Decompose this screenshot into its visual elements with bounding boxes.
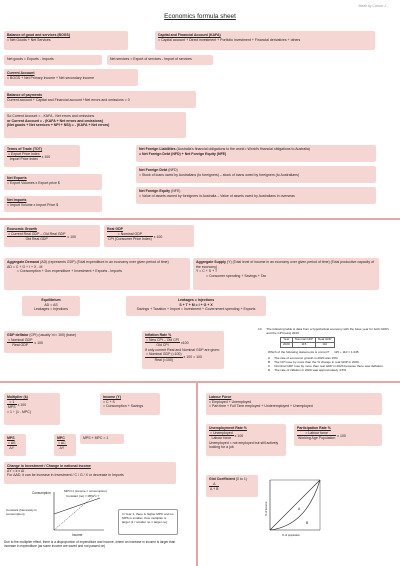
- question-table-header: Year: [281, 338, 293, 343]
- net-goods-box: [4, 55, 102, 65]
- question-answer-note: 115 ÷ 110 = 1.045: [334, 349, 359, 354]
- mpc-box: [54, 434, 76, 456]
- gdp-deflator-denominator: Real GDP: [12, 343, 29, 348]
- multiplier-alt: = 1 ÷ (1 - MPC): [7, 409, 31, 414]
- nfd-box: [136, 166, 376, 183]
- aggregate-demand-expanded: = Consumption + Gov expenditure + Investment + Exports - Imports: [17, 269, 123, 274]
- gdp-deflator-fraction: [7, 338, 33, 348]
- real-gdp-heading: Real GDP: [107, 227, 123, 231]
- mps-numerator: = ΔS: [8, 440, 16, 445]
- tot-denominator: Import Price Index: [9, 157, 39, 162]
- constant-label: Constant (Necessity in consumption): [6, 508, 37, 517]
- mps-box: [4, 434, 26, 456]
- question-table-cell: 2020: [281, 342, 293, 347]
- so-line-3: (Net goods + Net services + NPI + NSI) = - (KAFA + Net errors): [7, 123, 110, 128]
- participation-rate-heading: Participation Rate %: [297, 426, 331, 430]
- question-ask: [258, 350, 394, 354]
- gdp-deflator-times: x 100: [34, 340, 43, 345]
- nfd-abbr: (NFD): [168, 168, 178, 172]
- so-box: [4, 112, 186, 138]
- aggregate-supply-desc: (Y) (Total level of income in an economy over given period of time) (Total productive capacity of the economy): [196, 260, 375, 269]
- constant-line-label: Constant (no) = MPC x Y: [66, 494, 100, 498]
- net-imports-formula: = Import Volume x Import Price $: [7, 202, 59, 207]
- so-line-2: or Current Account = - (KAFA + Net errors and omissions): [7, 118, 104, 123]
- inflation-denominator-2: Real (=100): [154, 357, 173, 362]
- mps-heading: MPS: [7, 436, 15, 440]
- participation-rate-fraction: [297, 431, 336, 441]
- nfe-abbr: (NFE): [171, 189, 181, 193]
- unemployment-rate-numerator: = Unemployed: [210, 430, 233, 435]
- equilibrium-line-1: AD = AS: [44, 302, 58, 307]
- question-table-cell: 115: [292, 342, 315, 347]
- nfe-formula: = Value of assets owned by foreigners in Australia – Value of assets owed by Australians in overseas: [139, 193, 295, 198]
- multiplier-numerator: = 1: [7, 400, 17, 406]
- multiplier-footnote: Due to the multiplier effect, there is a disproportion of expenditure and income, where an increase in income is larger than increase in expenditure (as some income are saved and not passed on): [4, 540, 176, 549]
- participation-rate-times: x 100: [337, 433, 346, 438]
- unemployment-rate-heading: Unemployment Rate %: [209, 426, 247, 430]
- tot-box: [4, 145, 80, 167]
- so-line-1: So Current Account = - KAFA - Net errors and omissions: [7, 114, 95, 118]
- participation-rate-numerator: = Labour force: [297, 431, 336, 437]
- income-heading: Income (Y): [103, 395, 121, 399]
- credit-text: Made by Carson J: [358, 4, 386, 8]
- unemployment-rate-times: x 100: [234, 433, 244, 438]
- nfl-desc: (Australia's financial obligations to the world • World's financial obligations to Australia): [176, 147, 310, 151]
- change-investment-box: [4, 462, 176, 484]
- bop-box: [4, 91, 196, 108]
- multiplier-note-box: [118, 509, 178, 535]
- question-table-header: Nominal GDP: [292, 338, 315, 343]
- equilibrium-box: [22, 296, 80, 316]
- question-table: [280, 337, 335, 348]
- nfl-formula: = Net Foreign Debt (NFD) + Net Foreign Equity (NFE): [139, 151, 227, 156]
- consumption-line: [54, 498, 100, 514]
- leakages-formula: S + T + M = I + G + X: [179, 302, 213, 307]
- real-gdp-fraction: [107, 232, 153, 242]
- inflation-heading: Inflation Rate %: [145, 333, 172, 337]
- inflation-times-2: x 100 = 100: [183, 355, 202, 360]
- participation-rate-denominator: Working Age Population: [298, 436, 336, 441]
- change-investment-note: For ΔAD, it can be increase in Investment / C / G / X or decrease in Imports: [7, 473, 124, 478]
- inflation-note: If only current Real and Nominal GDP are given:: [145, 347, 220, 352]
- multiplier-denominator: MPS: [8, 405, 16, 410]
- net-services-formula: Net services = Export of services - Import of services: [110, 57, 192, 61]
- labour-force-expanded: = Part time + Full Time employed + Underemployed + Unemployed: [209, 404, 313, 409]
- gini-numerator: A: [209, 482, 219, 488]
- inflation-fraction: [145, 338, 180, 348]
- inflation-times: x100: [180, 340, 189, 345]
- leakages-expanded: Savings + Taxation + Import = Investment + Government spending + Exports: [136, 307, 256, 312]
- lorenz-x-label: % of population: [282, 534, 300, 537]
- gdp-deflator-heading: GDP deflator: [7, 333, 29, 337]
- lorenz-y-label: % of income: [265, 501, 268, 516]
- leakages-heading: Leakages = Injections: [177, 298, 215, 302]
- inflation-denominator: Old CPI: [156, 343, 169, 348]
- multiplier-box: [4, 393, 60, 425]
- option-text: The rate of economic growth in 2020 was 15%: [274, 355, 338, 360]
- mpc-denominator: ΔY: [59, 446, 65, 451]
- nfd-formula: = Stock of loans owed by Australians (to foreigners) – stock of loans owed by foreigners (to Australians): [139, 172, 300, 177]
- net-goods-formula: Net goods = Exports - Imports: [7, 57, 54, 61]
- economic-growth-heading: Economic Growth: [7, 227, 37, 231]
- income-formula: = C + S: [103, 399, 115, 404]
- practice-question: [258, 327, 394, 372]
- mps-mpc-sum-box: [80, 434, 124, 444]
- option-text: Nominal GDP rose by more than real GDP in 2020 because there was deflation.: [274, 363, 384, 368]
- consumption-axis-label: Consumption: [32, 491, 51, 495]
- gini-denominator: A + B: [210, 487, 219, 492]
- inflation-numerator-2: = Nominal GDP (=100): [146, 352, 182, 357]
- column-divider: [196, 381, 198, 566]
- equality-line: [270, 480, 320, 530]
- gini-fraction: [209, 482, 219, 492]
- gini-heading: Gini Coefficient: [209, 477, 235, 481]
- nfl-box: [136, 145, 376, 162]
- option-text: The rate of inflation in 2020 was approximately 4.5%: [274, 367, 347, 372]
- current-account-box: [4, 69, 138, 86]
- section-divider-1: [0, 218, 400, 220]
- equilibrium-line-2: Leakages = Injections: [34, 307, 68, 312]
- option-key: B: [268, 359, 271, 364]
- option-key: C: [268, 363, 271, 368]
- current-account-formula: = BOGS + Net Primary Income + Net secondary Income: [7, 75, 95, 80]
- inflation-numerator: = New CPI – Old CPI: [146, 337, 179, 342]
- economic-growth-numerator: = Current Real GDP – Old Real GDP: [8, 231, 66, 236]
- lorenz-area-b: B: [306, 521, 309, 525]
- aggregate-demand-box: [4, 258, 190, 290]
- real-gdp-denominator: CPI (Consumer Price Index): [108, 237, 152, 242]
- mpc-numerator: = ΔC: [58, 440, 66, 445]
- economic-growth-times: x 100: [67, 234, 76, 239]
- multiplier-fraction: [7, 400, 17, 410]
- aggregate-supply-expanded: = Consumer spending + Savings + Tax: [206, 273, 267, 278]
- nfl-heading: Net Foreign Liabilities: [139, 147, 176, 151]
- income-axis-label: Income: [72, 533, 83, 537]
- economic-growth-box: [4, 225, 100, 247]
- tot-fraction: [7, 152, 41, 162]
- question-table-cell: 110: [316, 342, 335, 347]
- aggregate-demand-desc: (AD) (represents GDP) (Total expenditure in an economy over given period of time): [40, 260, 169, 264]
- bogs-box: [4, 31, 128, 50]
- mpc-heading: MPC: [57, 436, 65, 440]
- labour-force-heading: Labour Force: [209, 395, 232, 399]
- unemployment-rate-note: Unemployed = not employed but still actively looking for a job: [209, 440, 279, 450]
- lorenz-area-a: A: [298, 507, 301, 511]
- aggregate-supply-formula: Y = C + S + T: [196, 269, 218, 274]
- unemployment-rate-denominator: Labour force: [211, 436, 232, 441]
- bop-formula: Current account + Capital and Financial account +Net errors and omissions = 0: [7, 97, 130, 102]
- option-text: The CPI rose by more than the % change in real GDP in 2020.: [274, 359, 360, 364]
- question-number: 10.: [258, 327, 263, 331]
- net-imports-heading: Net Imports: [7, 198, 27, 202]
- kafa-formula: = Capital account + Direct investment + Portfolio investment + Financial derivatives + others: [158, 37, 301, 42]
- mps-mpc-sum: MPS + MPC = 1: [83, 436, 109, 440]
- page-title: Economics formula sheet: [164, 13, 236, 20]
- mps-fraction: [7, 441, 17, 451]
- net-exports-heading: Net Exports: [7, 176, 27, 180]
- inflation-box: [142, 331, 224, 369]
- lorenz-curve-graph: [262, 476, 324, 538]
- question-ask-text: Which of the following statements is correct?: [268, 349, 330, 354]
- income-expanded: = Consumption + Savings: [103, 404, 144, 409]
- real-gdp-times: x 100: [153, 234, 163, 239]
- tot-times: x 100: [41, 154, 51, 159]
- leakages-box: [126, 296, 266, 316]
- bogs-formula: = Net Goods + Net Services: [7, 37, 51, 42]
- labour-force-box: [206, 393, 382, 415]
- option-key: A: [268, 355, 271, 360]
- unemployment-rate-fraction: [209, 431, 234, 441]
- aggregate-supply-box: [193, 258, 379, 290]
- nfe-heading: Net Foreign Equity: [139, 189, 171, 193]
- bogs-heading: Balance of good and services (BOGS): [7, 33, 71, 37]
- net-imports-box: [4, 196, 102, 212]
- participation-rate-box: [294, 424, 382, 446]
- unemployment-rate-box: [206, 424, 286, 456]
- question-table-header: Real GDP: [316, 338, 335, 343]
- tot-heading: Terms of Trade (TOT): [7, 147, 43, 151]
- nfd-heading: Net Foreign Debt: [139, 168, 168, 172]
- economic-growth-denominator: Old Real GDP: [25, 237, 48, 242]
- bop-heading: Balance of payments: [7, 93, 43, 97]
- aggregate-demand-heading: Aggregate Demand: [7, 260, 40, 264]
- real-gdp-numerator: = Nominal GDP: [107, 232, 153, 238]
- aggregate-demand-formula: AD = C + G + I + X - M: [7, 264, 43, 269]
- mps-denominator: ΔY: [9, 446, 15, 451]
- labour-force-formula: = Employed + Unemployed: [209, 399, 252, 404]
- gdp-deflator-box: [4, 331, 112, 353]
- net-exports-formula: = Export Volumes x Export price $: [7, 180, 60, 185]
- nfe-box: [136, 187, 376, 204]
- real-gdp-box: [104, 225, 194, 247]
- change-investment-formula: ΔY = k x ΔI: [7, 468, 25, 473]
- tot-numerator: = Export Price Index: [8, 151, 40, 156]
- current-account-heading: Current Account: [7, 71, 35, 75]
- income-box: [100, 393, 160, 415]
- inflation-fraction-2: [145, 352, 183, 362]
- equilibrium-heading: Equilibrium: [41, 298, 61, 302]
- multiplier-times: x 100: [17, 402, 27, 407]
- gini-range: (0 to 1): [235, 477, 247, 481]
- option-key: D: [268, 367, 271, 372]
- aggregate-supply-heading: Aggregate Supply: [196, 260, 226, 264]
- multiplier-note: In Year 1, there is higher MPC and so MPS is smaller, thus multiplier is larger (1 / smaller no = larger no): [122, 512, 174, 525]
- kafa-box: [155, 31, 375, 50]
- net-exports-box: [4, 174, 102, 190]
- mpc-fraction: [57, 441, 67, 451]
- gdp-deflator-desc: (CPI) (usually 'n/= 100) (base): [29, 333, 76, 337]
- gdp-deflator-numerator: = Nominal GDP: [8, 337, 33, 342]
- mpc-one-label: MPC=1 (income = consumption): [64, 489, 108, 493]
- net-services-box: [107, 55, 213, 65]
- change-investment-heading: Change in Investment / Change in national income: [7, 464, 91, 468]
- question-stem: The following table is data from a hypothetical economy with the base year for both GDPs and the CPI being 2010.: [266, 327, 389, 336]
- kafa-heading: Capital and Financial Account (KAFA): [158, 33, 221, 37]
- gini-box: [206, 475, 258, 497]
- section-divider-2: [0, 381, 400, 383]
- multiplier-heading: Multiplier (k): [7, 395, 28, 399]
- economic-growth-fraction: [7, 232, 66, 242]
